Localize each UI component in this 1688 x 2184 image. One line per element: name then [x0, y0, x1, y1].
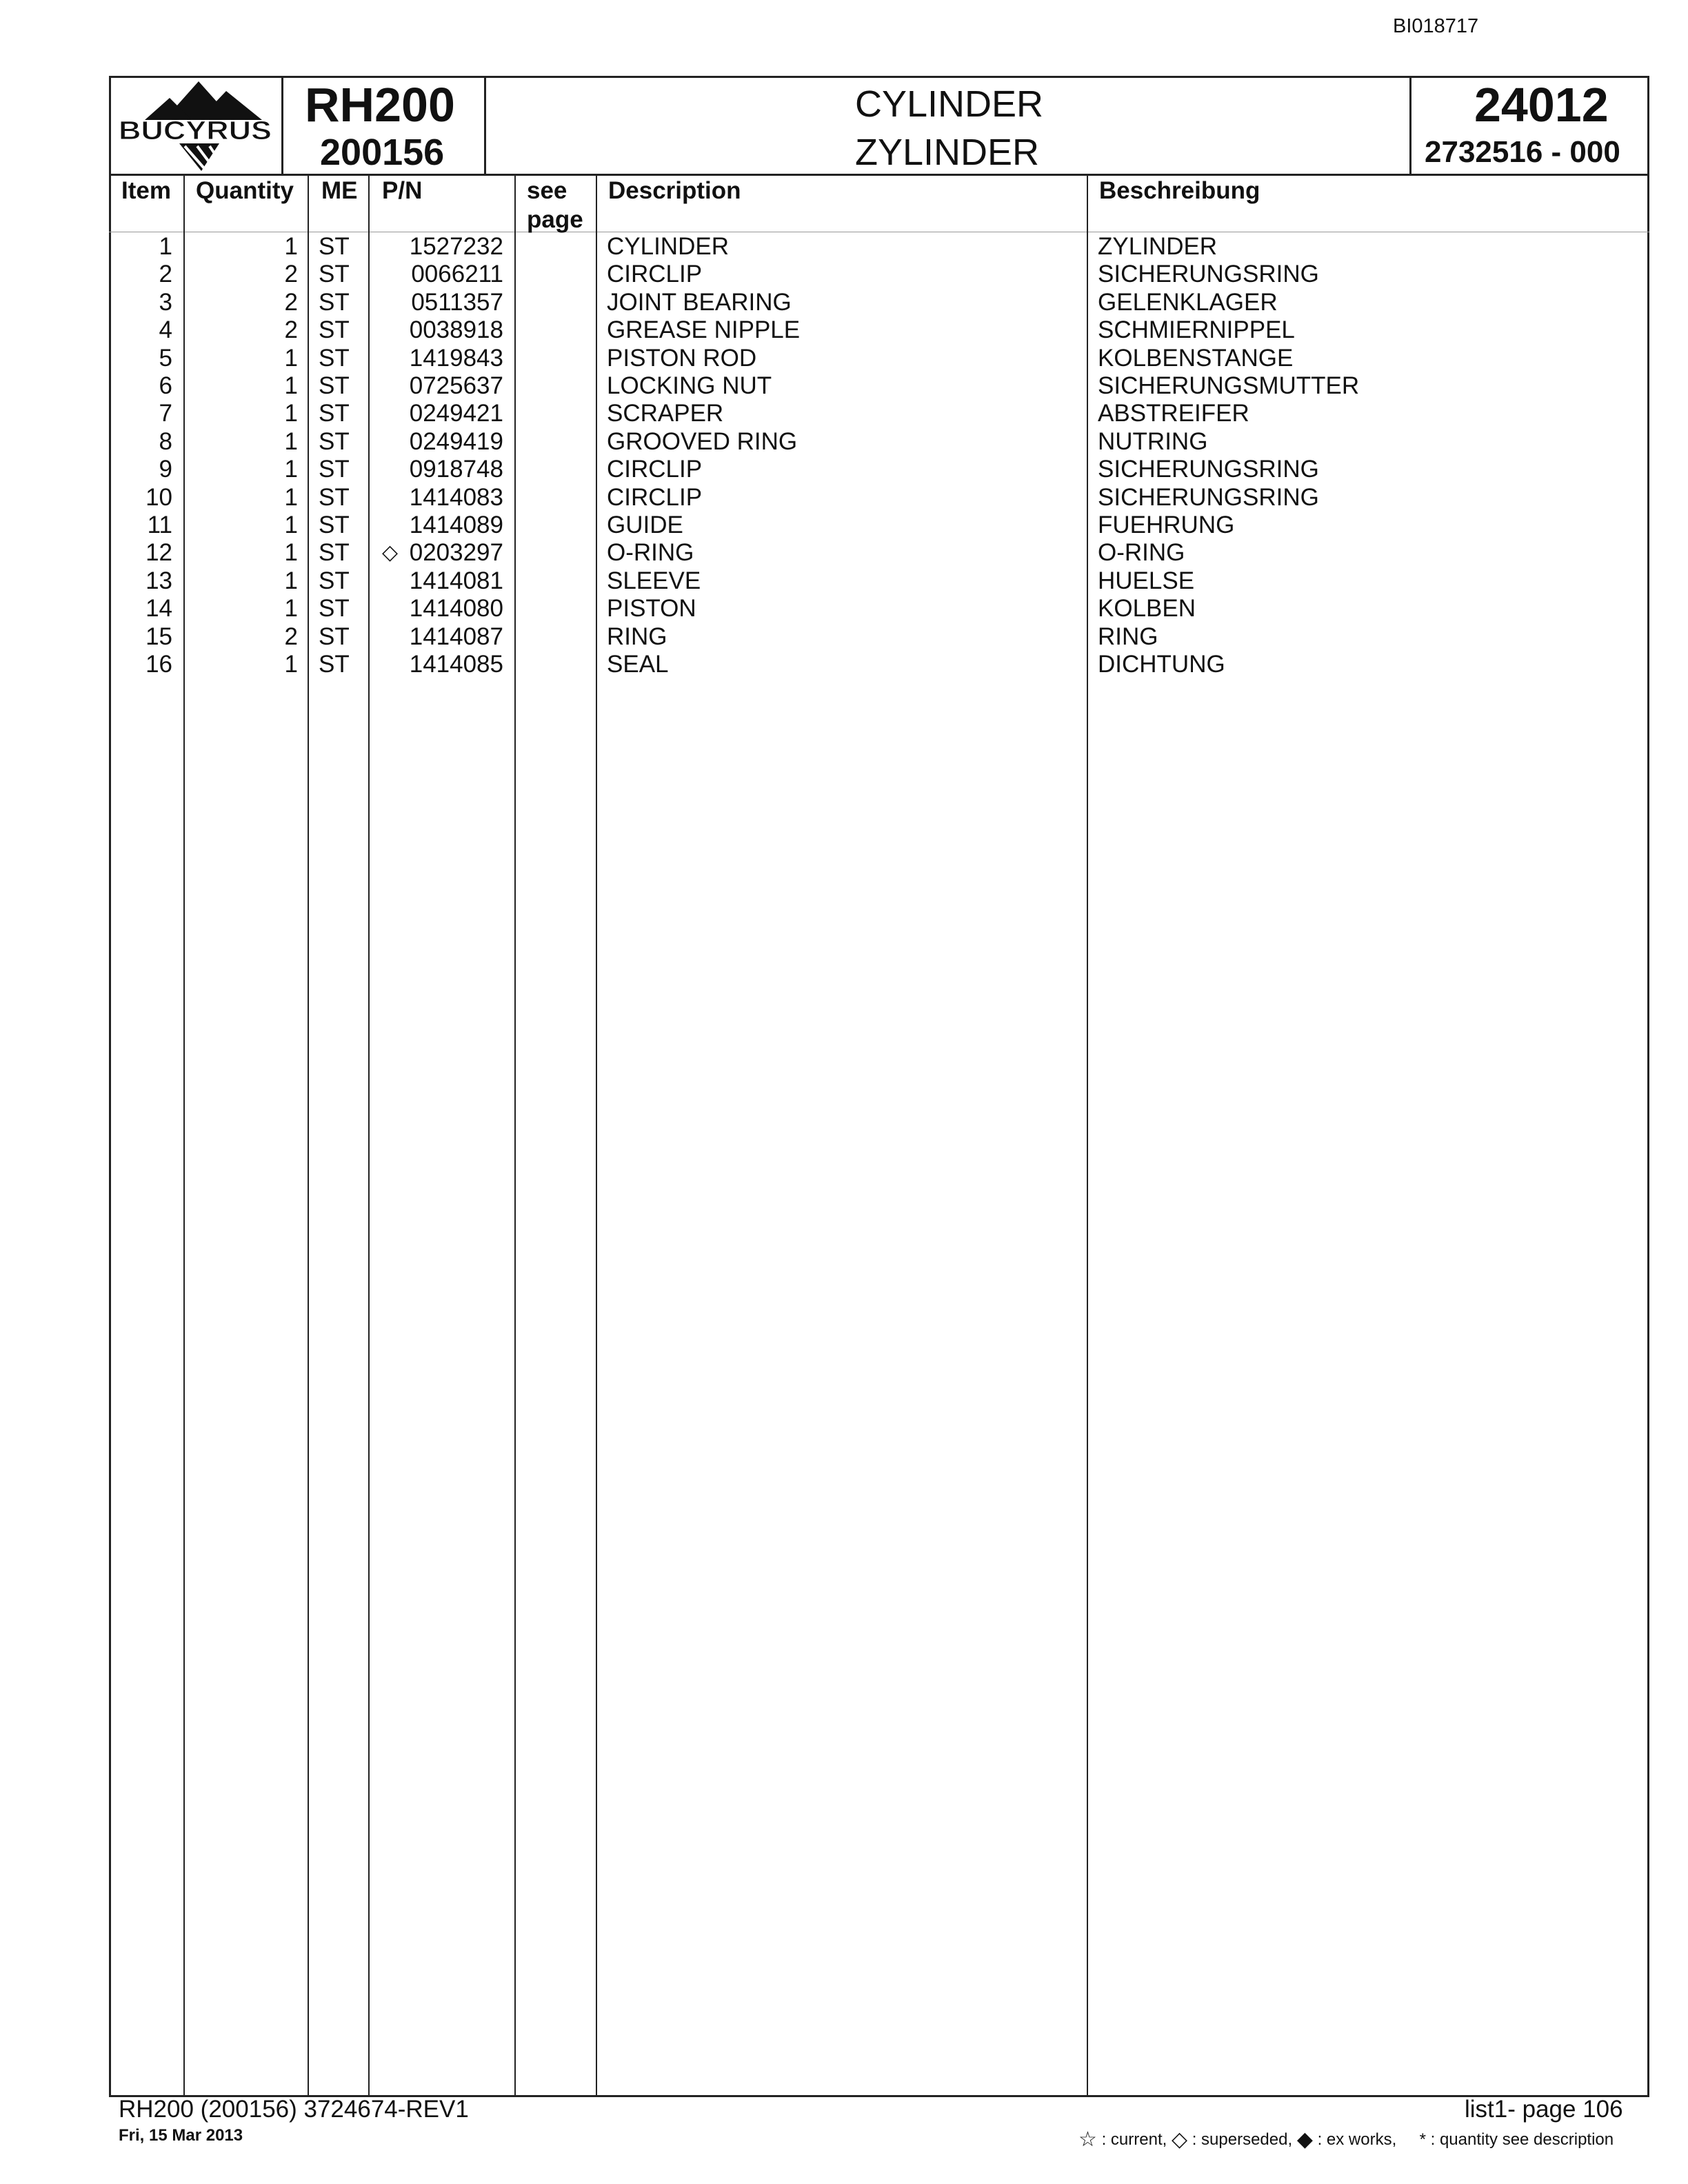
item-number: 4 [159, 316, 172, 344]
part-number: 0725637 [409, 372, 503, 399]
part-number: 0511357 [411, 288, 503, 316]
beschreibung: O-RING [1098, 539, 1185, 567]
quantity: 1 [284, 427, 298, 455]
footer-document-ref: RH200 (200156) 3724674-REV1 [119, 2096, 469, 2123]
item-number: 13 [145, 567, 172, 594]
star-outline-icon: ☆ [1078, 2128, 1097, 2151]
quantity: 1 [284, 595, 298, 623]
item-number: 8 [159, 427, 172, 455]
footer-date: Fri, 15 Mar 2013 [119, 2126, 243, 2145]
model-divider [484, 76, 486, 175]
beschreibung: ABSTREIFER [1098, 400, 1249, 427]
quantity: 2 [284, 623, 298, 650]
table-row [0, 567, 1688, 595]
beschreibung: RING [1098, 623, 1158, 650]
item-number: 14 [145, 595, 172, 623]
part-number: 1414087 [409, 623, 503, 650]
legend-ex-works: : ex works, [1317, 2130, 1397, 2149]
description: PISTON [607, 595, 696, 623]
description: SCRAPER [607, 400, 724, 427]
quantity: 1 [284, 483, 298, 511]
beschreibung: GELENKLAGER [1098, 288, 1278, 316]
part-number: 1414081 [409, 567, 503, 594]
col-header-quantity: Quantity [196, 177, 294, 204]
item-number: 2 [159, 261, 172, 288]
quantity: 1 [284, 344, 298, 372]
col-header-page: page [527, 206, 583, 233]
logo-wordmark: BUCYRUS [119, 117, 272, 145]
beschreibung: KOLBENSTANGE [1098, 344, 1294, 372]
unit: ST [319, 372, 350, 399]
unit: ST [319, 344, 350, 372]
item-number: 15 [145, 623, 172, 650]
quantity: 1 [284, 456, 298, 483]
legend-superseded: : superseded, [1192, 2130, 1293, 2149]
logo-divider [281, 76, 283, 175]
diamond-filled-icon: ◆ [1296, 2128, 1313, 2151]
beschreibung: SICHERUNGSRING [1098, 456, 1319, 483]
table-row [0, 539, 1688, 567]
col-header-beschreibung: Beschreibung [1099, 177, 1260, 204]
table-row [0, 261, 1688, 288]
part-number: 0249421 [409, 400, 503, 427]
description: CIRCLIP [607, 483, 703, 511]
beschreibung: DICHTUNG [1098, 651, 1225, 678]
header-divider [109, 174, 1649, 176]
title-divider [1409, 76, 1411, 175]
item-number: 5 [159, 344, 172, 372]
part-number: 1414089 [409, 512, 503, 538]
item-number: 12 [145, 539, 172, 567]
beschreibung: SICHERUNGSRING [1098, 483, 1319, 511]
bucyrus-logo-mark [116, 77, 277, 172]
diamond-outline-icon: ◇ [382, 541, 399, 565]
description: CIRCLIP [607, 456, 703, 483]
unit: ST [319, 483, 350, 511]
quantity: 2 [284, 261, 298, 288]
item-number: 1 [159, 233, 172, 260]
symbol-legend [1078, 2127, 1614, 2152]
unit: ST [319, 456, 350, 483]
beschreibung: NUTRING [1098, 427, 1208, 455]
description: GREASE NIPPLE [607, 316, 801, 344]
unit: ST [319, 400, 350, 427]
table-row [0, 372, 1688, 400]
description: GUIDE [607, 512, 683, 538]
unit: ST [319, 651, 350, 678]
footer-page-number: list1- page 106 [1465, 2096, 1623, 2123]
col-header-see-page [527, 176, 583, 234]
beschreibung: SCHMIERNIPPEL [1098, 316, 1295, 344]
quantity: 1 [284, 400, 298, 427]
unit: ST [319, 288, 350, 316]
table-row [0, 316, 1688, 344]
bucyrus-logo [116, 77, 277, 172]
item-number: 10 [145, 483, 172, 511]
part-number: 0249419 [409, 427, 503, 455]
quantity: 1 [284, 233, 298, 260]
table-row [0, 233, 1688, 261]
part-number: 0918748 [409, 456, 503, 483]
quantity: 1 [284, 539, 298, 567]
part-number: 1414080 [409, 595, 503, 623]
table-row [0, 512, 1688, 539]
table-row [0, 345, 1688, 372]
table-row [0, 651, 1688, 678]
quantity: 1 [284, 567, 298, 594]
part-number: 0066211 [411, 261, 503, 288]
item-number: 3 [159, 288, 172, 316]
table-row [0, 456, 1688, 483]
description: LOCKING NUT [607, 372, 772, 399]
table-row [0, 400, 1688, 427]
unit: ST [319, 316, 350, 344]
table-row [0, 289, 1688, 316]
serial-number: 200156 [320, 132, 445, 173]
col-header-description: Description [608, 177, 741, 204]
model-name: RH200 [305, 78, 455, 132]
document-id: BI018717 [1393, 15, 1479, 37]
diamond-outline-icon: ◇ [1171, 2128, 1188, 2151]
beschreibung: KOLBEN [1098, 595, 1196, 623]
unit: ST [319, 512, 350, 538]
description: RING [607, 623, 667, 650]
part-number: 1527232 [409, 233, 503, 260]
table-row [0, 595, 1688, 623]
description: PISTON ROD [607, 344, 757, 372]
col-header-see: see [527, 177, 567, 204]
asterisk-icon: * [1419, 2130, 1426, 2149]
item-number: 6 [159, 372, 172, 399]
beschreibung: ZYLINDER [1098, 233, 1218, 260]
description: SEAL [607, 651, 669, 678]
quantity: 2 [284, 316, 298, 344]
part-number: 0203297 [409, 539, 503, 567]
quantity: 2 [284, 288, 298, 316]
description: CIRCLIP [607, 261, 703, 288]
unit: ST [319, 567, 350, 594]
item-number: 11 [147, 512, 172, 538]
part-number: 1414085 [409, 651, 503, 678]
group-number: 24012 [1474, 78, 1609, 132]
item-number: 9 [159, 456, 172, 483]
title-german: ZYLINDER [855, 132, 1040, 173]
unit: ST [319, 623, 350, 650]
table-row [0, 623, 1688, 651]
col-header-item: Item [121, 177, 171, 204]
beschreibung: SICHERUNGSRING [1098, 261, 1319, 288]
description: SLEEVE [607, 567, 701, 594]
legend-current: : current, [1101, 2130, 1167, 2149]
part-number: 0038918 [409, 316, 503, 344]
beschreibung: HUELSE [1098, 567, 1195, 594]
beschreibung: SICHERUNGSMUTTER [1098, 372, 1360, 399]
quantity: 1 [284, 651, 298, 678]
group-reference: 2732516 - 000 [1425, 135, 1620, 169]
description: O-RING [607, 539, 694, 567]
beschreibung: FUEHRUNG [1098, 512, 1235, 538]
quantity: 1 [284, 372, 298, 399]
unit: ST [319, 233, 350, 260]
item-number: 16 [145, 651, 172, 678]
table-row [0, 484, 1688, 512]
description: CYLINDER [607, 233, 729, 260]
part-number: 1419843 [409, 344, 503, 372]
title-english: CYLINDER [855, 83, 1044, 125]
part-number: 1414083 [409, 483, 503, 511]
unit: ST [319, 427, 350, 455]
legend-quantity: : quantity see description [1430, 2130, 1614, 2149]
col-header-me: ME [321, 177, 358, 204]
quantity: 1 [284, 512, 298, 538]
unit: ST [319, 539, 350, 567]
table-row [0, 428, 1688, 456]
col-header-pn: P/N [382, 177, 423, 204]
unit: ST [319, 595, 350, 623]
unit: ST [319, 261, 350, 288]
item-number: 7 [159, 400, 172, 427]
description: JOINT BEARING [607, 288, 792, 316]
description: GROOVED RING [607, 427, 798, 455]
